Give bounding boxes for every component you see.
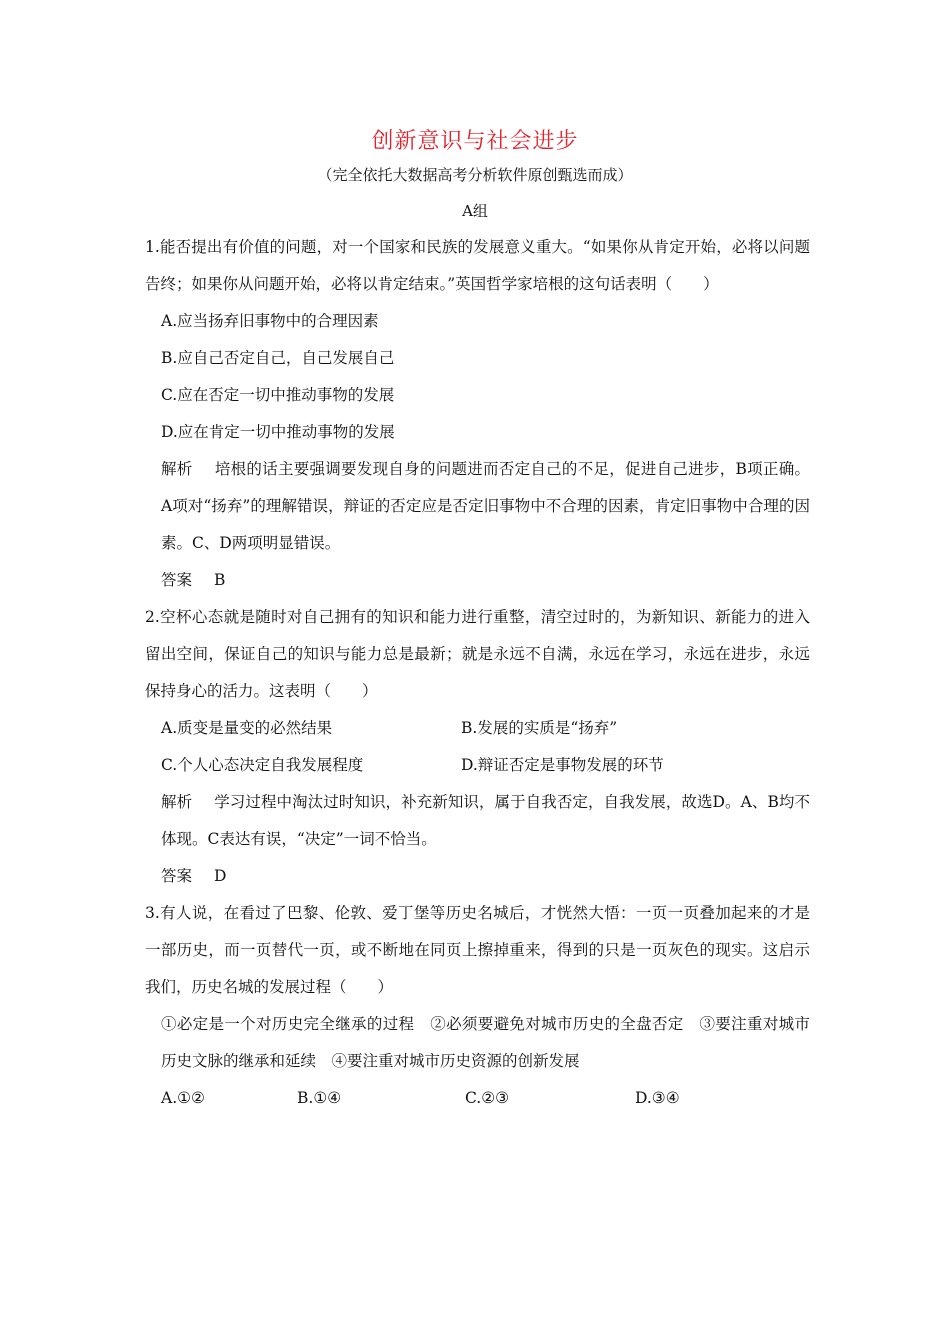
question-1-stem: 1.能否提出有价值的问题，对一个国家和民族的发展意义重大。“如果你从肯定开始，必将以问题告终；如果你从问题开始，必将以肯定结束。”英国哲学家培根的这句话表明（ ） [145, 238, 810, 293]
question-2-option-a: A.质变是量变的必然结果 [161, 719, 333, 737]
question-2-option-c: C.个人心态决定自我发展程度 [161, 756, 364, 774]
question-2-stem: 2.空杯心态就是随时对自己拥有的知识和能力进行重整，清空过时的，为新知识、新能力的进入留出空间，保证自己的知识与能力总是最新；就是永远不自满，永远在学习，永远在进步，永远保持身心的活力。这表明（ ） [145, 608, 810, 700]
question-2-options-row-1 [145, 710, 810, 747]
question-1-answer [145, 562, 810, 599]
question-1-analysis [145, 451, 810, 562]
answer-value: B [214, 571, 226, 589]
question-2-analysis [145, 784, 810, 858]
question-3-stem: 3.有人说，在看过了巴黎、伦敦、爱丁堡等历史名城后，才恍然大悟：一页一页叠加起来的才是一部历史，而一页替代一页，或不断地在同页上擦掉重来，得到的只是一页灰色的现实。这启示我们，历史名城的发展过程（ ） [145, 904, 810, 996]
page-subtitle: （完全依托大数据高考分析软件原创甄选而成） [317, 166, 633, 184]
analysis-text: 培根的话主要强调要发现自身的问题进而否定自己的不足，促进自己进步，B项正确。A项对“扬弃”的理解错误，辩证的否定应是否定旧事物中不合理的因素，肯定旧事物中合理的因素。C、D两项明显错误。 [161, 460, 810, 552]
page-title: 创新意识与社会进步 [371, 129, 579, 154]
question-1-option-b: B.应自己否定自己，自己发展自己 [161, 349, 395, 367]
question-3-option-b: B.①④ [297, 1089, 342, 1107]
question-3-option-d: D.③④ [635, 1089, 680, 1107]
analysis-label: 解析 [161, 793, 193, 811]
question-1-option-d: D.应在肯定一切中推动事物的发展 [161, 423, 395, 441]
question-1-option-a: A.应当扬弃旧事物中的合理因素 [161, 312, 379, 330]
question-2-options-row-2 [145, 747, 810, 784]
answer-value: D [214, 867, 227, 885]
group-heading: A组 [462, 202, 488, 220]
answer-label: 答案 [161, 571, 193, 589]
question-3-option-c: C.②③ [465, 1089, 510, 1107]
question-2-option-b: B.发展的实质是“扬弃” [461, 719, 618, 737]
question-3-options-row [145, 1080, 810, 1117]
question-3-option-a: A.①② [161, 1089, 205, 1107]
question-2-answer [145, 858, 810, 895]
questions [145, 229, 810, 1117]
question-3-statements: ①必定是一个对历史完全继承的过程 ②必须要避免对城市历史的全盘否定 ③要注重对城市历史文脉的继承和延续 ④要注重对城市历史资源的创新发展 [161, 1015, 810, 1070]
question-1-option-c: C.应在否定一切中推动事物的发展 [161, 386, 395, 404]
analysis-text: 学习过程中淘汰过时知识，补充新知识，属于自我否定，自我发展，故选D。A、B均不体现。C表达有误，“决定”一词不恰当。 [161, 793, 810, 848]
analysis-label: 解析 [161, 460, 193, 478]
answer-label: 答案 [161, 867, 193, 885]
question-2-option-d: D.辩证否定是事物发展的环节 [461, 756, 664, 774]
